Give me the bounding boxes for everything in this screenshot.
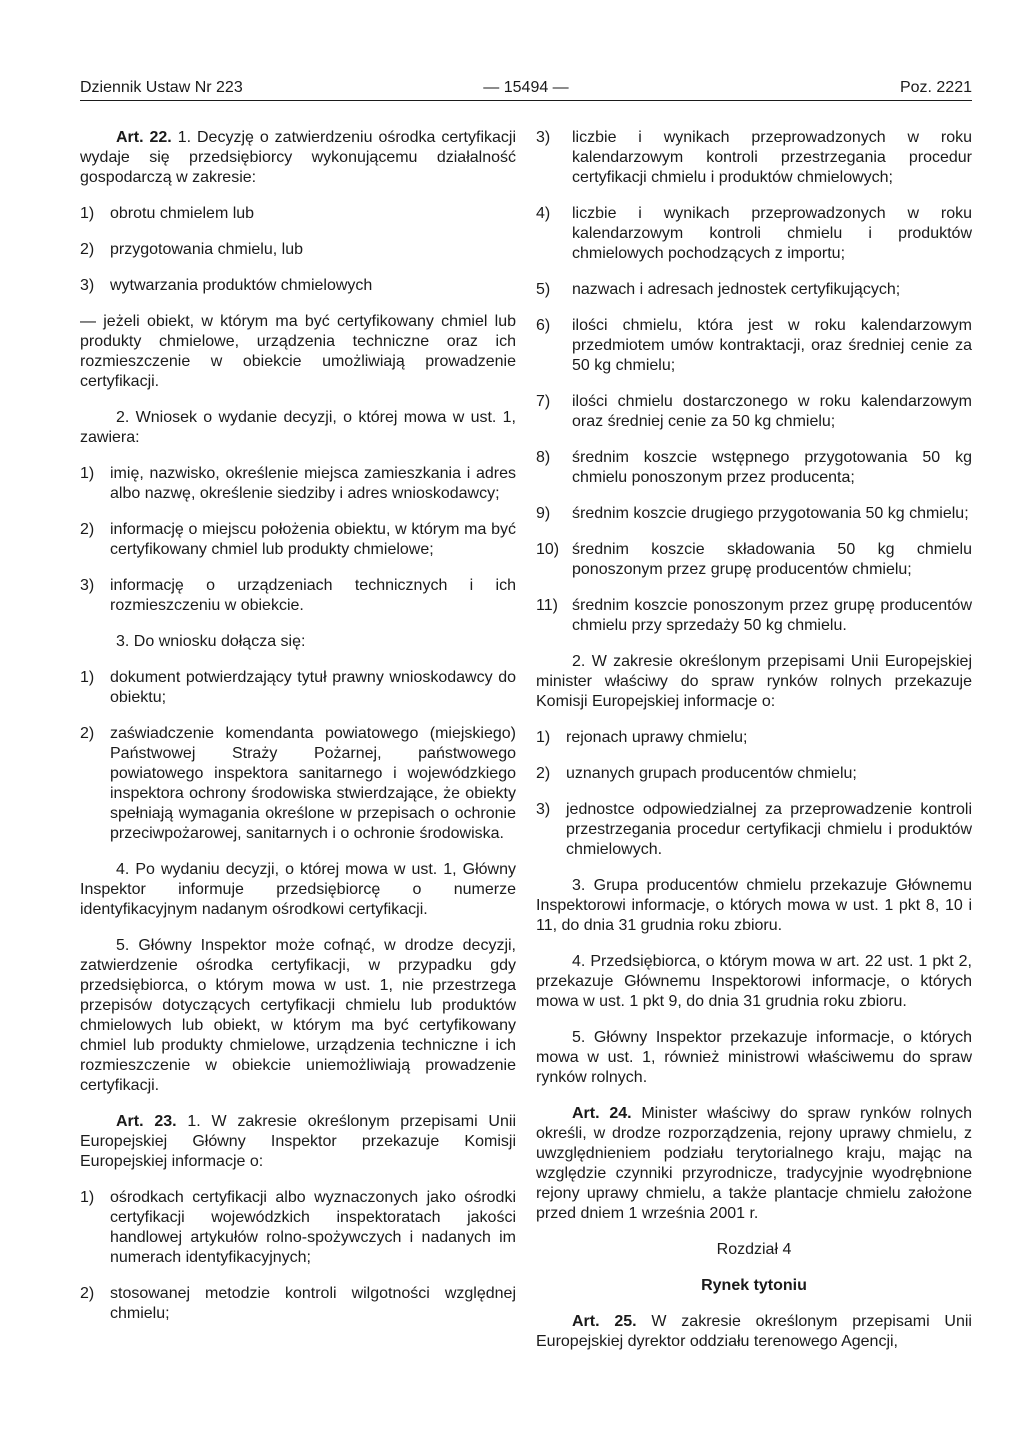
list-item: 3) liczbie i wynikach przeprowadzonych w roku kalendarzowym kontroli przestrzegania procedur certyfikacji chmielu i produktów chmielowych; [536, 129, 972, 186]
art25-label: Art. 25. [572, 1313, 637, 1330]
list-item: 2) informację o miejscu położenia obiektu, w którym ma być certyfikowany chmiel lub produkty chmielowe; [80, 521, 516, 558]
art22-condition: — jeżeli obiekt, w którym ma być certyfikowany chmiel lub produkty chmielowe, urządzenia techniczne oraz ich rozmieszczenie w obiekcie umożliwiają prowadzenie certyfikacji. [80, 313, 516, 390]
page-number: — 15494 — [483, 79, 569, 96]
art24-text: Minister właściwy do spraw rynków rolnych określi, w drodze rozporządzenia, rejony uprawy chmielu, z uwzględnieniem podziału terytorialnego kraju, mając na względzie czynniki przyrodnicze, tradycyjnie wyodrębnione rejony uprawy chmielu, a także plantacje chmielu założone przed dniem 1 września 2001 r. [536, 1105, 972, 1222]
list-item: 1) dokument potwierdzający tytuł prawny wnioskodawcy do obiektu; [80, 669, 516, 706]
list-item: 2) przygotowania chmielu, lub [80, 241, 303, 258]
list-item: 1) imię, nazwisko, określenie miejsca zamieszkania i adres albo nazwę, określenie siedziby i adres wnioskodawcy; [80, 465, 516, 502]
art25-text: W zakresie określonym przepisami Unii Europejskiej dyrektor oddziału terenowego Agencji, [536, 1313, 972, 1350]
list-item: 4) liczbie i wynikach przeprowadzonych w roku kalendarzowym kontroli chmielu i produktów chmielowych pochodzących z importu; [536, 205, 972, 262]
list-item: 10) średnim koszcie składowania 50 kg chmielu ponoszonym przez grupę producentów chmielu; [536, 541, 972, 578]
list-item: 9) średnim koszcie drugiego przygotowania 50 kg chmielu; [536, 505, 969, 522]
position-number: Poz. 2221 [899, 79, 972, 96]
art22-section-4: 4. Po wydaniu decyzji, o której mowa w ust. 1, Główny Inspektor informuje przedsiębiorcę o numerze identyfikacyjnym nadanym ośrodkowi certyfikacji. [80, 861, 516, 918]
art22-label: Art. 22. [116, 129, 172, 146]
list-item: 6) ilości chmielu, która jest w roku kalendarzowym przedmiotem umów kontraktacji, oraz średniej cenie za 50 kg chmielu; [536, 317, 972, 374]
list-item: 2) stosowanej metodzie kontroli wilgotności względnej chmielu; [80, 1285, 516, 1322]
art22-intro: 1. Decyzję o zatwierdzeniu ośrodka certyfikacji wydaje się przedsiębiorcy wykonującemu działalność gospodarczą w zakresie: [80, 129, 516, 186]
art22-section-2: 2. Wniosek o wydanie decyzji, o której mowa w ust. 1, zawiera: [80, 409, 516, 446]
left-column [80, 128, 516, 1340]
chapter-number: Rozdział 4 [716, 1241, 792, 1258]
list-item: 8) średnim koszcie wstępnego przygotowania 50 kg chmielu ponoszonym przez producenta; [536, 449, 972, 486]
art23-section-5: 5. Główny Inspektor przekazuje informacje, o których mowa w ust. 1, również ministrowi właściwemu do spraw rynków rolnych. [536, 1029, 972, 1086]
art22-section-5: 5. Główny Inspektor może cofnąć, w drodze decyzji, zatwierdzenie ośrodka certyfikacji, w przypadku gdy przedsiębiorca, o którym mowa w ust. 1, nie przestrzega przepisów dotyczących certyfikacji chmielu lub produktów chmielowych lub obiekt, w którym ma być certyfikowany chmiel lub produkty chmielowe, urządzenia techniczne i ich rozmieszczenie w obiekcie uniemożliwiają prowadzenie certyfikacji. [80, 937, 516, 1094]
art24-paragraph [536, 1104, 972, 1224]
list-item: 1) obrotu chmielem lub [80, 205, 255, 222]
list-item: 3) informację o urządzeniach technicznych i ich rozmieszczeniu w obiekcie. [80, 577, 516, 614]
list-item: 1) rejonach uprawy chmielu; [536, 729, 748, 746]
list-item: 11) średnim koszcie ponoszonym przez grupę producentów chmielu przy sprzedaży 50 kg chmielu. [536, 597, 972, 634]
art25-paragraph [536, 1312, 972, 1352]
art23-label: Art. 23. [116, 1113, 177, 1130]
list-item: 5) nazwach i adresach jednostek certyfikujących; [536, 281, 901, 298]
list-item: 1) ośrodkach certyfikacji albo wyznaczonych jako ośrodki certyfikacji wojewódzkich inspektoratach jakości handlowej artykułów rolno-spożywczych i nadanych im numerach identyfikacyjnych; [80, 1189, 516, 1266]
list-item: 7) ilości chmielu dostarczonego w roku kalendarzowym oraz średniej cenie za 50 kg chmielu; [536, 393, 972, 430]
list-item: 3) wytwarzania produktów chmielowych [80, 277, 373, 294]
art23-section-2: 2. W zakresie określonym przepisami Unii Europejskiej minister właściwy do spraw rynków rolnych przekazuje Komisji Europejskiej informacje o: [536, 653, 972, 710]
art23-intro: 1. W zakresie określonym przepisami Unii Europejskiej Główny Inspektor przekazuje Komisji Europejskiej informacje o: [80, 1113, 516, 1170]
right-column [536, 128, 972, 1368]
art23-paragraph-1 [80, 1112, 516, 1172]
list-item: 2) zaświadczenie komendanta powiatowego (miejskiego) Państwowej Straży Pożarnej, państwowego powiatowego inspektora sanitarnego i wojewódzkiego inspektora ochrony środowiska stwierdzające, że obiekty spełniają wymagania określone w przepisach o ochronie przeciwpożarowej, sanitarnych i o ochronie środowiska. [80, 725, 516, 842]
art23-section-4: 4. Przedsiębiorca, o którym mowa w art. 22 ust. 1 pkt 2, przekazuje Głównemu Inspektorowi informacje, o których mowa w ust. 1 pkt 9, do dnia 31 grudnia roku zbioru. [536, 953, 972, 1010]
list-item: 3) jednostce odpowiedzialnej za przeprowadzenie kontroli przestrzegania procedur certyfikacji chmielu i produktów chmielowych. [536, 801, 972, 858]
art22-section-3: 3. Do wniosku dołącza się: [116, 633, 306, 650]
art22-paragraph-1 [80, 128, 516, 188]
page-header [80, 78, 972, 101]
art24-label: Art. 24. [572, 1105, 632, 1122]
chapter-title: Rynek tytoniu [701, 1277, 807, 1294]
journal-title: Dziennik Ustaw Nr 223 [80, 79, 243, 96]
art23-section-3: 3. Grupa producentów chmielu przekazuje Głównemu Inspektorowi informacje, o których mowa w ust. 1 pkt 8, 10 i 11, do dnia 31 grudnia roku zbioru. [536, 877, 972, 934]
list-item: 2) uznanych grupach producentów chmielu; [536, 765, 857, 782]
